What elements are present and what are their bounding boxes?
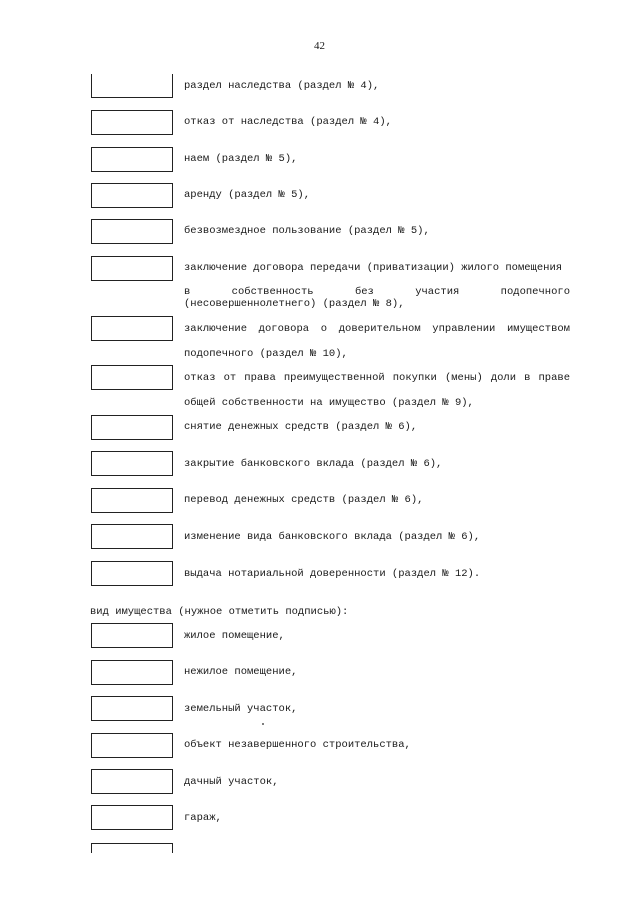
checkbox-notarial-power[interactable] — [91, 561, 173, 586]
checkbox-hire[interactable] — [91, 147, 173, 172]
checkbox-country-plot[interactable] — [91, 769, 173, 794]
label-lease: аренду (раздел № 5), — [184, 189, 311, 201]
label-deposit-type-change: изменение вида банковского вклада (раздел № 6), — [184, 531, 481, 543]
label-inheritance-division: раздел наследства (раздел № 4), — [184, 80, 380, 92]
label-privatization-line1: заключение договора передачи (приватизации) жилого помещения — [184, 262, 563, 274]
checkbox-lease[interactable] — [91, 183, 173, 208]
checkbox-inheritance-refusal[interactable] — [91, 110, 173, 135]
checkbox-land-plot[interactable] — [91, 696, 173, 721]
checkbox-inheritance-division[interactable] — [91, 74, 173, 98]
label-trust-management-line2: подопечного (раздел № 10), — [184, 348, 348, 360]
label-privatization-line2: в собственность без участия подопечного — [184, 286, 570, 298]
label-free-use: безвозмездное пользование (раздел № 5), — [184, 225, 430, 237]
label-notarial-power: выдача нотариальной доверенности (раздел № 12). — [184, 568, 481, 580]
checkbox-privatization[interactable] — [91, 256, 173, 281]
checkbox-garage[interactable] — [91, 805, 173, 830]
checkbox-money-transfer[interactable] — [91, 488, 173, 513]
checkbox-residential[interactable] — [91, 623, 173, 648]
checkbox-deposit-closing[interactable] — [91, 451, 173, 476]
checkbox-unfinished-construction[interactable] — [91, 733, 173, 758]
label-preemptive-right-line1: отказ от права преимущественной покупки (мены) доли в праве — [184, 372, 570, 384]
label-country-plot: дачный участок, — [184, 776, 279, 788]
label-hire: наем (раздел № 5), — [184, 153, 298, 165]
label-deposit-closing: закрытие банковского вклада (раздел № 6), — [184, 458, 443, 470]
label-preemptive-right-line2: общей собственности на имущество (раздел № 9), — [184, 397, 474, 409]
checkbox-non-residential[interactable] — [91, 660, 173, 685]
label-inheritance-refusal: отказ от наследства (раздел № 4), — [184, 116, 392, 128]
checkbox-deposit-type-change[interactable] — [91, 524, 173, 549]
label-money-transfer: перевод денежных средств (раздел № 6), — [184, 494, 424, 506]
checkbox-cash-withdrawal[interactable] — [91, 415, 173, 440]
checkbox-trust-management[interactable] — [91, 316, 173, 341]
label-non-residential: нежилое помещение, — [184, 666, 298, 678]
checkbox-next-item[interactable] — [91, 843, 173, 853]
checkbox-free-use[interactable] — [91, 219, 173, 244]
label-privatization-line3: (несовершеннолетнего) (раздел № 8), — [184, 298, 405, 310]
label-cash-withdrawal: снятие денежных средств (раздел № 6), — [184, 421, 418, 433]
property-type-heading: вид имущества (нужное отметить подписью): — [90, 606, 349, 618]
page-number: 42 — [314, 40, 325, 52]
label-land-plot: земельный участок, — [184, 703, 298, 715]
checkbox-preemptive-right-refusal[interactable] — [91, 365, 173, 390]
scan-speck — [262, 723, 264, 725]
label-residential: жилое помещение, — [184, 630, 285, 642]
label-garage: гараж, — [184, 812, 222, 824]
label-trust-management-line1: заключение договора о доверительном управлении имуществом — [184, 323, 570, 335]
label-unfinished-construction: объект незавершенного строительства, — [184, 739, 411, 751]
